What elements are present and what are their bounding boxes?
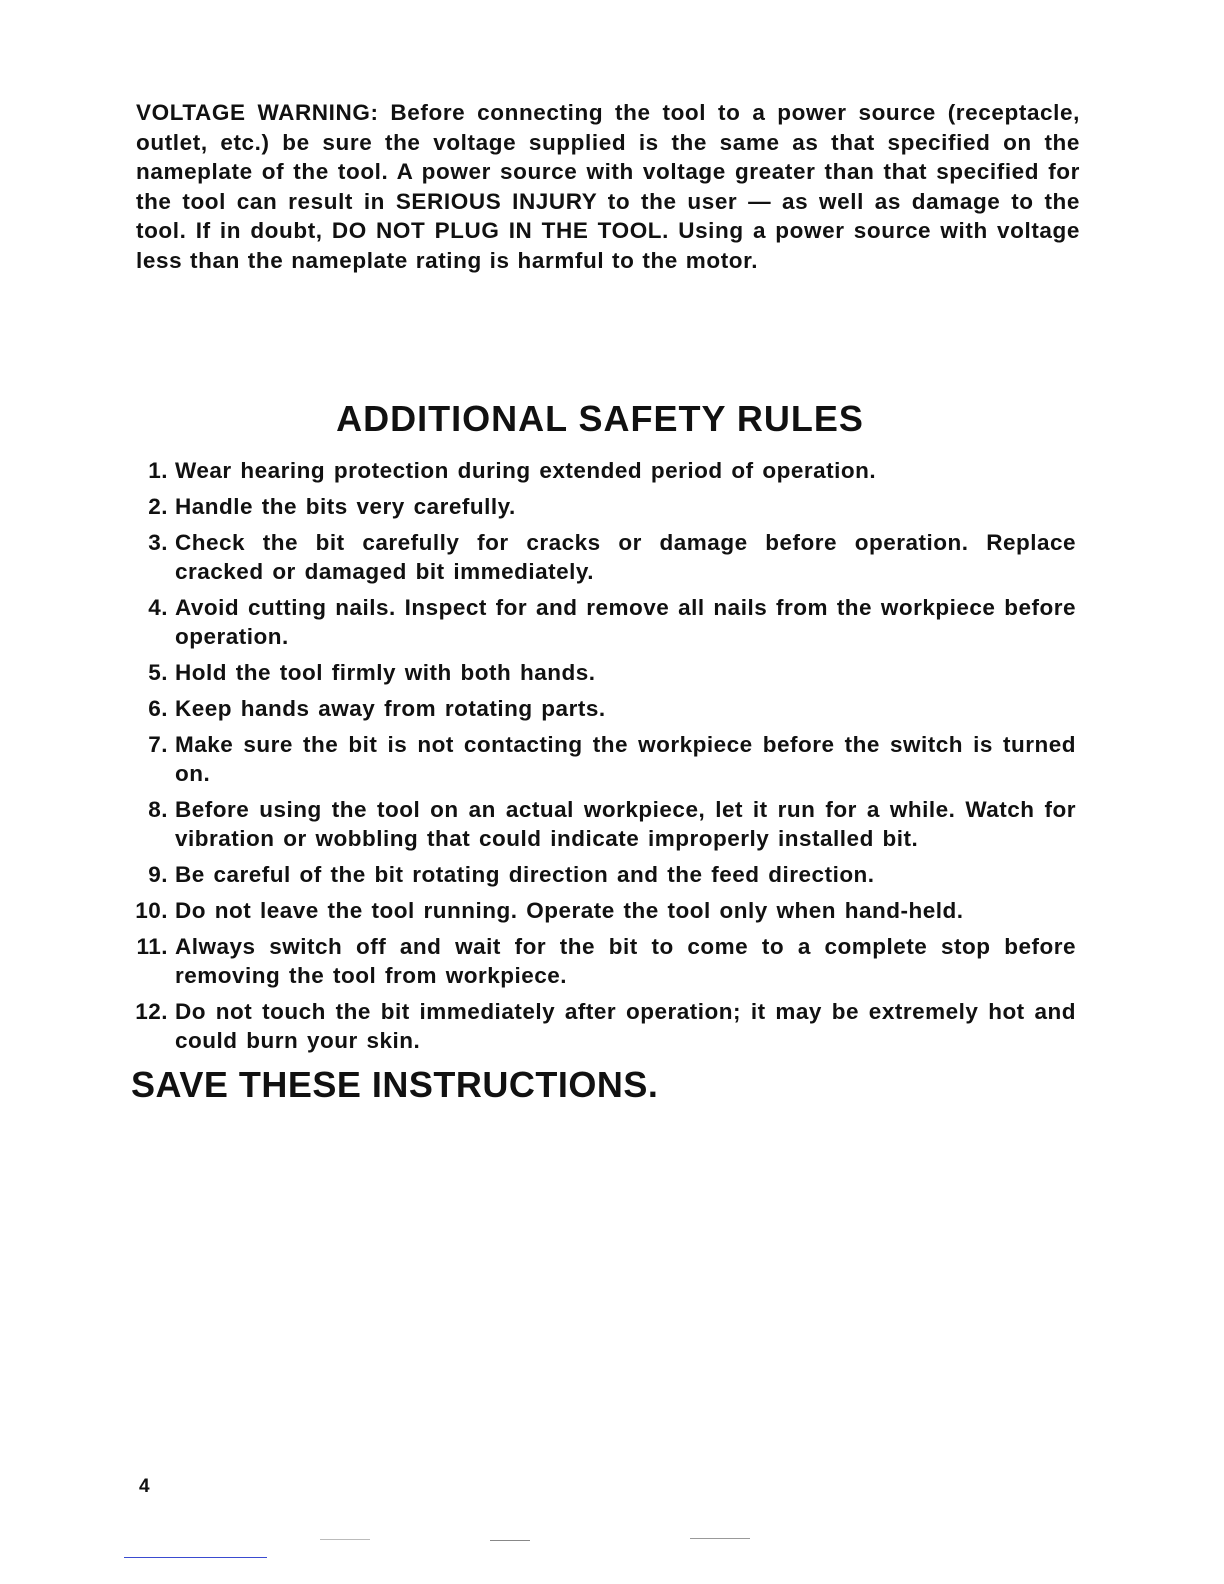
rule-number: 2. [148, 494, 168, 519]
rule-item [130, 694, 1076, 723]
safety-rules-list [130, 456, 1076, 1062]
rule-item [130, 795, 1076, 853]
rule-number: 5. [148, 660, 168, 685]
scan-artifact-mark [690, 1538, 750, 1539]
rule-text: Make sure the bit is not contacting the workpiece before the switch is turned on. [175, 732, 1076, 786]
rule-item [130, 860, 1076, 889]
rule-text: Do not touch the bit immediately after operation; it may be extremely hot and could burn your skin. [175, 999, 1076, 1053]
rule-number: 3. [148, 530, 168, 555]
rule-text: Before using the tool on an actual workpiece, let it run for a while. Watch for vibration or wobbling that could indicate improperly installed bit. [175, 797, 1076, 851]
rule-item [130, 932, 1076, 990]
rule-item [130, 658, 1076, 687]
rule-text: Avoid cutting nails. Inspect for and remove all nails from the workpiece before operation. [175, 595, 1076, 649]
rule-number: 6. [148, 696, 168, 721]
rule-text: Handle the bits very carefully. [175, 494, 516, 519]
section-title: ADDITIONAL SAFETY RULES [336, 398, 864, 439]
rule-item [130, 896, 1076, 925]
rule-text: Be careful of the bit rotating direction and the feed direction. [175, 862, 875, 887]
page-number: 4 [139, 1476, 150, 1497]
rule-number: 9. [148, 862, 168, 887]
rule-text: Wear hearing protection during extended period of operation. [175, 458, 877, 483]
rule-item [130, 593, 1076, 651]
rule-number: 11. [136, 934, 168, 959]
rule-number: 4. [148, 595, 168, 620]
rule-text: Hold the tool firmly with both hands. [175, 660, 596, 685]
rule-item [130, 456, 1076, 485]
rule-item [130, 528, 1076, 586]
rule-number: 12. [135, 999, 168, 1024]
rule-number: 10. [135, 898, 168, 923]
rule-number: 1. [148, 458, 168, 483]
voltage-warning: VOLTAGE WARNING: Before connecting the tool to a power source (receptacle, outlet, etc.) be sure the voltage supplied is the same as that specified on the nameplate of the tool. A power source with voltage greater than that specified for the tool can result in SERIOUS INJURY to the user — as well as damage to the tool. If in doubt, DO NOT PLUG IN THE TOOL. Using a power source with voltage less than the nameplate rating is harmful to the motor. [136, 100, 1080, 273]
scan-artifact-mark [320, 1539, 370, 1540]
rule-text: Always switch off and wait for the bit to come to a complete stop before removing the tool from workpiece. [175, 934, 1076, 988]
rule-item [130, 997, 1076, 1055]
rule-text: Check the bit carefully for cracks or damage before operation. Replace cracked or damaged bit immediately. [175, 530, 1076, 584]
rule-number: 8. [148, 797, 168, 822]
scan-artifact-mark [490, 1540, 530, 1541]
save-instructions: SAVE THESE INSTRUCTIONS. [131, 1064, 659, 1105]
rule-text: Keep hands away from rotating parts. [175, 696, 606, 721]
rule-item [130, 730, 1076, 788]
rule-text: Do not leave the tool running. Operate the tool only when hand-held. [175, 898, 964, 923]
scan-artifact-line [124, 1557, 267, 1558]
rule-item [130, 492, 1076, 521]
rule-number: 7. [148, 732, 168, 757]
